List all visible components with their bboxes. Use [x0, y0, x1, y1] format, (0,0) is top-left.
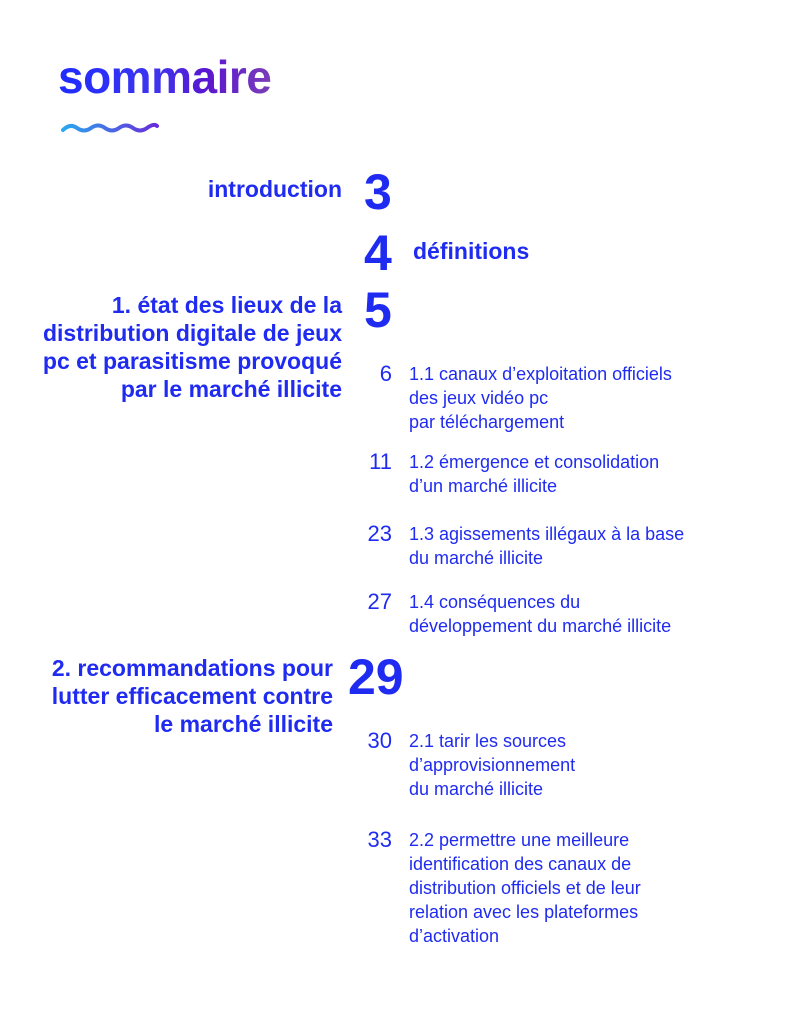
- page-title: sommaire: [58, 51, 272, 103]
- toc-sub-page[interactable]: 6: [379, 361, 392, 386]
- toc-introduction-page[interactable]: 3: [364, 164, 392, 220]
- toc-section1-label[interactable]: 1. état des lieux de la distribution digitale de jeux pc et parasitisme provoqué par le marché illicite: [42, 292, 342, 402]
- toc-section1-page[interactable]: 5: [364, 282, 392, 338]
- toc-definitions-page[interactable]: 4: [364, 225, 392, 281]
- toc-sub-label[interactable]: 2.2 permettre une meilleure identification des canaux de distribution officiels et de leur relation avec les plateformes d’activation: [409, 830, 641, 946]
- toc-sub-page[interactable]: 33: [367, 827, 392, 852]
- toc-introduction-label[interactable]: introduction: [207, 176, 342, 202]
- toc-sub-label[interactable]: 1.1 canaux d’exploitation officiels des jeux vidéo pc par téléchargement: [409, 364, 672, 432]
- wave-decoration-icon: [60, 120, 160, 140]
- toc-sub-page[interactable]: 30: [367, 728, 392, 753]
- toc-sub-label[interactable]: 1.2 émergence et consolidation d’un marché illicite: [409, 452, 660, 496]
- toc-section2-label[interactable]: 2. recommandations pour lutter efficacement contre le marché illicite: [51, 655, 333, 737]
- toc-sub-page[interactable]: 11: [369, 449, 392, 474]
- toc-sub-label[interactable]: 1.4 conséquences du développement du marché illicite: [409, 592, 672, 636]
- toc-sub-page[interactable]: 23: [367, 521, 392, 546]
- toc-sub-page[interactable]: 27: [367, 589, 392, 614]
- toc-sub-label[interactable]: 1.3 agissements illégaux à la base du marché illicite: [409, 524, 685, 568]
- toc-definitions-label[interactable]: définitions: [413, 238, 530, 264]
- toc-sub-label[interactable]: 2.1 tarir les sources d’approvisionnement du marché illicite: [409, 731, 576, 799]
- toc-section2-page[interactable]: 29: [348, 649, 404, 705]
